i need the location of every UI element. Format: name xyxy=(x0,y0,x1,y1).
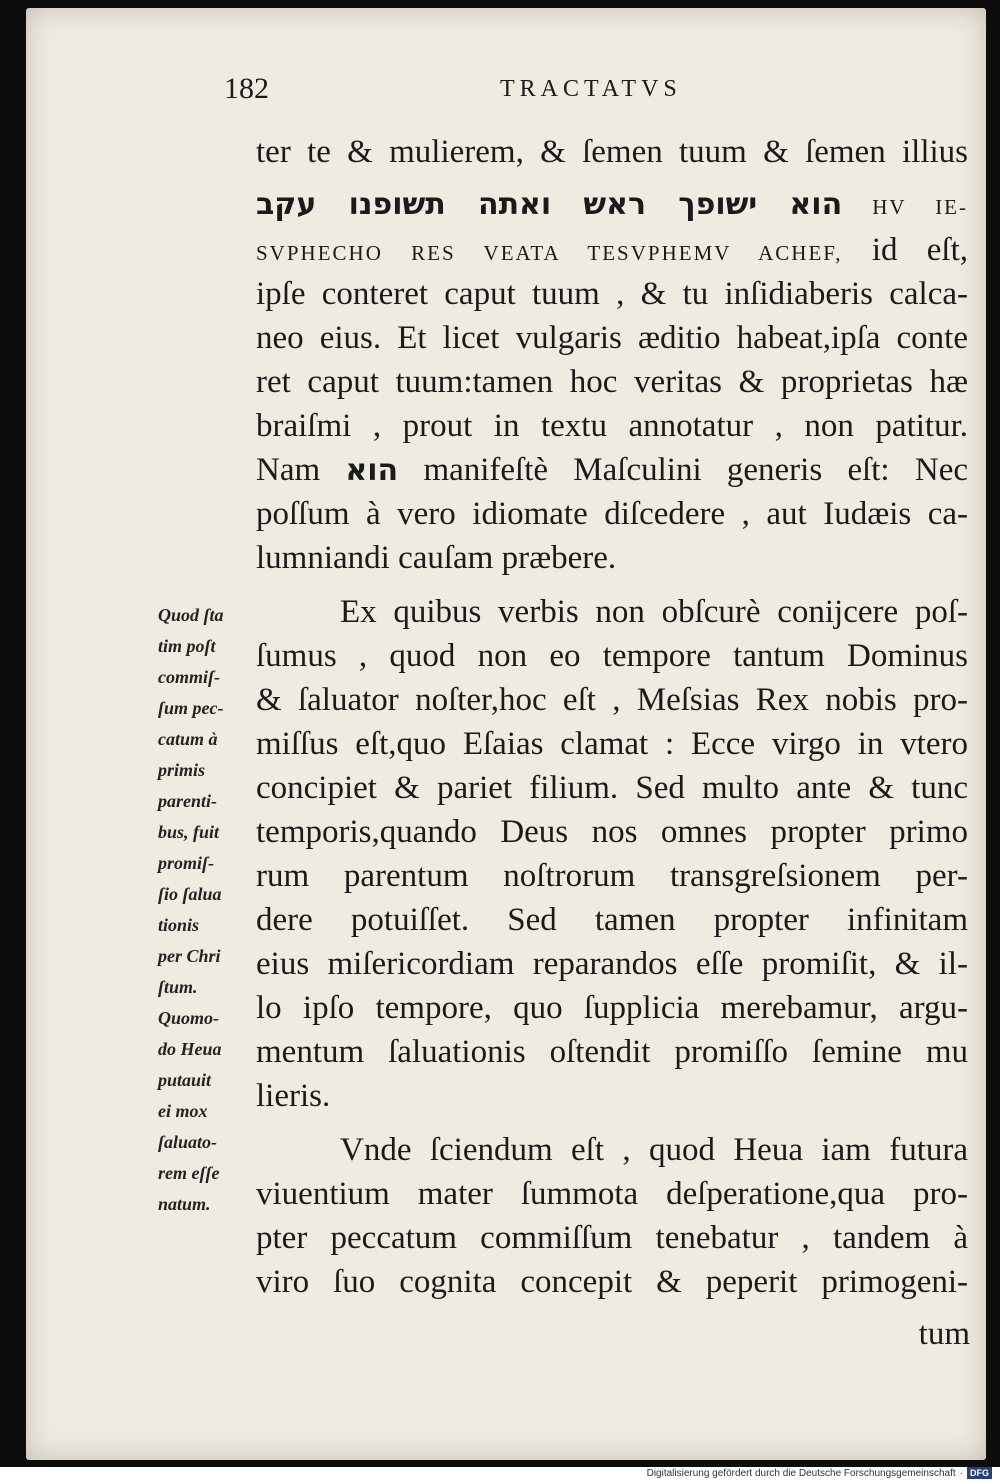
text-fragment: id eſt, xyxy=(871,232,969,268)
margin-note: ſio ſalua xyxy=(158,884,222,904)
text-line: eius miſericordiam reparandos eſſe promiſit, & il- xyxy=(256,946,968,982)
text-line: lumniandi cauſam præbere. xyxy=(256,540,617,576)
text-line: lo ipſo tempore, quo ſupplicia merebamur, argu- xyxy=(256,990,968,1026)
funding-text: Digitalisierung gefördert durch die Deutsche Forschungsgemeinschaft xyxy=(646,1467,956,1479)
text-line: ter te & mulierem, & ſemen tuum & ſemen illius xyxy=(256,134,968,170)
margin-note: catum à xyxy=(158,729,218,749)
hebrew-word: הוא xyxy=(345,453,399,488)
running-title: TRACTATVS xyxy=(500,76,682,102)
text-line: Ex quibus verbis non obſcurè conijcere poſ- xyxy=(340,594,968,630)
text-line: rum parentum noſtrorum transgreſsionem per- xyxy=(256,858,968,894)
margin-note: natum. xyxy=(158,1194,211,1214)
text-line: viro ſuo cognita concepit & peperit primogeni- xyxy=(256,1264,968,1300)
margin-note: ſaluato- xyxy=(158,1132,218,1152)
text-line: & ſaluator noſter,hoc eſt , Meſsias Rex nobis pro- xyxy=(256,682,968,718)
page-header xyxy=(0,72,1000,112)
margin-note: ſtum. xyxy=(158,977,198,997)
margin-note: Quomo- xyxy=(158,1008,220,1028)
margin-note: do Heua xyxy=(158,1039,222,1059)
text-line xyxy=(256,448,968,492)
text-line: mentum ſaluationis oſtendit promiſſo ſemine mu xyxy=(256,1034,968,1070)
margin-note: Quod ſta xyxy=(158,605,224,625)
text-line: viuentium mater ſummota deſperatione,qua pro- xyxy=(256,1176,968,1212)
text-line: Vnde ſciendum eſt , quod Heua iam futura xyxy=(340,1132,968,1168)
text-line: ſumus , quod non eo tempore tantum Dominus xyxy=(256,638,968,674)
margin-note: ſum pec- xyxy=(158,698,224,718)
text-line: braiſmi , prout in textu annotatur , non patitur. xyxy=(256,408,968,444)
page-number: 182 xyxy=(224,72,269,105)
text-line: ipſe conteret caput tuum , & tu inſidiaberis calca- xyxy=(256,276,968,312)
hebrew-quotation: הוא ישופך ראש ואתה תשופנו עקב xyxy=(256,187,843,222)
text-line: dere potuiſſet. Sed tamen propter infinitam xyxy=(256,902,968,938)
text-line: poſſum à vero idiomate diſcedere , aut Iudæis ca- xyxy=(256,496,968,532)
text-line: ret caput tuum:tamen hoc veritas & proprietas hæ xyxy=(256,364,968,400)
text-line: neo eius. Et licet vulgaris æditio habeat,ipſa conte xyxy=(256,320,968,356)
separator-dot: · xyxy=(959,1467,963,1479)
margin-notes xyxy=(158,600,258,1220)
text-fragment: manifeſtè Maſculini generis eſt: Nec xyxy=(423,452,968,488)
text-line xyxy=(256,228,968,272)
margin-note: primis xyxy=(158,760,206,780)
margin-note: rem eſſe xyxy=(158,1163,220,1183)
margin-note: putauit xyxy=(158,1070,212,1090)
text-line: miſſus eſt,quo Eſaias clamat : Ecce virgo in vtero xyxy=(256,726,968,762)
transliteration: SVPHECHO RES VEATA TESVPHEMV ACHEF, xyxy=(256,241,843,265)
text-line-hebrew xyxy=(256,182,968,226)
margin-note: per Chri xyxy=(158,946,221,966)
margin-note: bus, fuit xyxy=(158,822,220,842)
funding-footer xyxy=(647,1466,992,1480)
dfg-logo: DFG xyxy=(967,1467,992,1479)
text-line: concipiet & pariet filium. Sed multo ante & tunc xyxy=(256,770,968,806)
text-fragment: Nam xyxy=(256,452,321,488)
text-line: temporis,quando Deus nos omnes propter primo xyxy=(256,814,968,850)
margin-note: tionis xyxy=(158,915,200,935)
margin-note: promiſ- xyxy=(158,853,214,873)
margin-note: tim poſt xyxy=(158,636,216,656)
catchword: tum xyxy=(918,1316,970,1352)
margin-note: ei mox xyxy=(158,1101,208,1121)
text-line: lieris. xyxy=(256,1078,331,1114)
transliteration: HV IE- xyxy=(872,195,969,219)
margin-note: parenti- xyxy=(158,791,218,811)
text-line: pter peccatum commiſſum tenebatur , tandem à xyxy=(256,1220,968,1256)
margin-note: commiſ- xyxy=(158,667,220,687)
